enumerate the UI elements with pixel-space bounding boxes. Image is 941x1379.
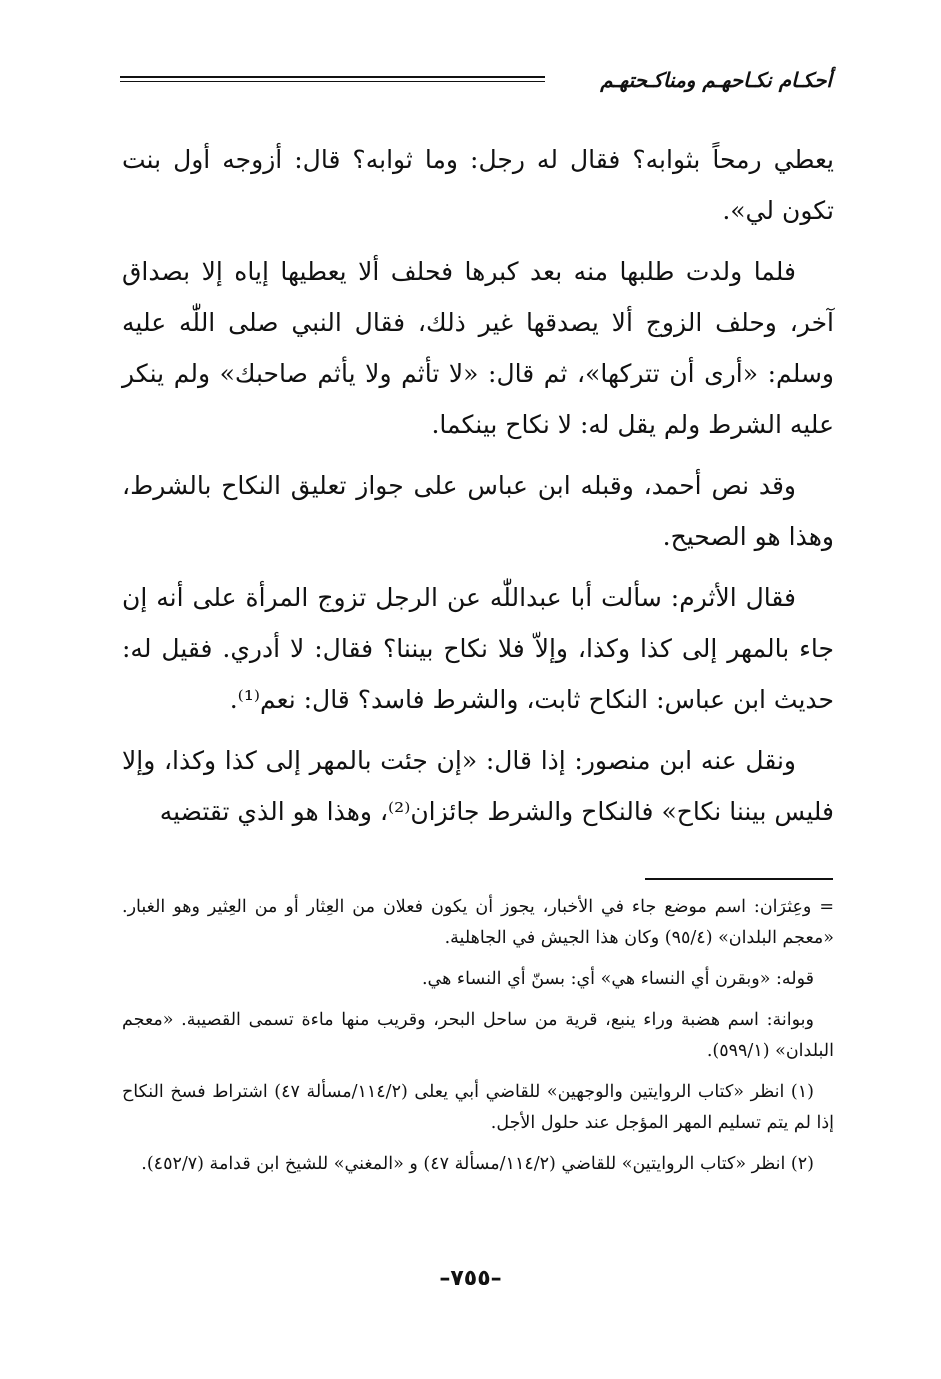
page-number: –٧٥٥– [439,1266,502,1291]
footnote: (١) انظر «كتاب الروايتين والوجهين» للقاضي أبي يعلى (١١٤/٢/مسألة ٤٧) اشتراط فسخ النكاح إذا لم يتم تسليم المهر المؤجل عند حلول الأجل. [122,1082,834,1133]
footnote: قوله: «وبقرن أي النساء هي» أي: بسنّ أي النساء هي. [421,969,814,989]
paragraph: يعطي رمحاً بثوابه؟ فقال له رجل: وما ثوابه؟ قال: أزوجه أول بنت تكون لي». [122,145,834,225]
paragraph: وقد نص أحمد، وقبله ابن عباس على جواز تعليق النكاح بالشرط، وهذا هو الصحيح. [122,471,834,551]
footnotes [122,892,834,1190]
main-text [122,134,834,847]
footnote-separator [645,878,833,880]
paragraph: فقال الأثرم: سألت أبا عبداللّٰه عن الرجل تزوج المرأة على أنه إن جاء بالمهر إلى كذا وكذا، وإلاّ فلا نكاح بيننا؟ فقال: لا أدري. فقيل له: حديث ابن عباس: النكاح ثابت، والشرط فاسد؟ قال: نعم⁽¹⁾. [122,583,834,714]
paragraph: فلما ولدت طلبها منه بعد كبرها فحلف ألا يعطيها إياه إلا بصداق آخر، وحلف الزوج ألا يصدقها غير ذلك، فقال النبي صلى اللّٰه عليه وسلم: «أرى أن تتركها»، ثم قال: «لا تأثم ولا يأثم صاحبك» ولم ينكر عليه الشرط ولم يقل له: لا نكاح بينكما. [122,257,834,439]
footnote: وبوانة: اسم هضبة وراء ينبع، قرية من ساحل البحر، وقريب منها ماءة تسمى القصيبة. «معجم البلدان» (٥٩٩/١). [122,1010,834,1061]
paragraph: ونقل عنه ابن منصور: إذا قال: «إن جئت بالمهر إلى كذا وكذا، وإلا فليس بيننا نكاح» فالنكاح والشرط جائزان⁽²⁾، وهذا هو الذي تقتضيه [122,746,834,826]
header-rule [120,76,545,82]
footnote: (٢) انظر «كتاب الروايتين» للقاضي (١١٤/٢/مسألة ٤٧) و «المغني» للشيخ ابن قدامة (٤٥٢/٧). [141,1154,814,1174]
footnote: = وعِثرَان: اسم موضع جاء في الأخبار، يجوز أن يكون فعلان من العِثار أو من العِثير وهو الغبار. «معجم البلدان» (٩٥/٤) وكان هذا الجيش في الجاهلية. [122,897,834,948]
running-header-title: أحكـام نكـاحهـم ومناكـحتهـم [600,68,832,92]
running-header [120,64,832,104]
